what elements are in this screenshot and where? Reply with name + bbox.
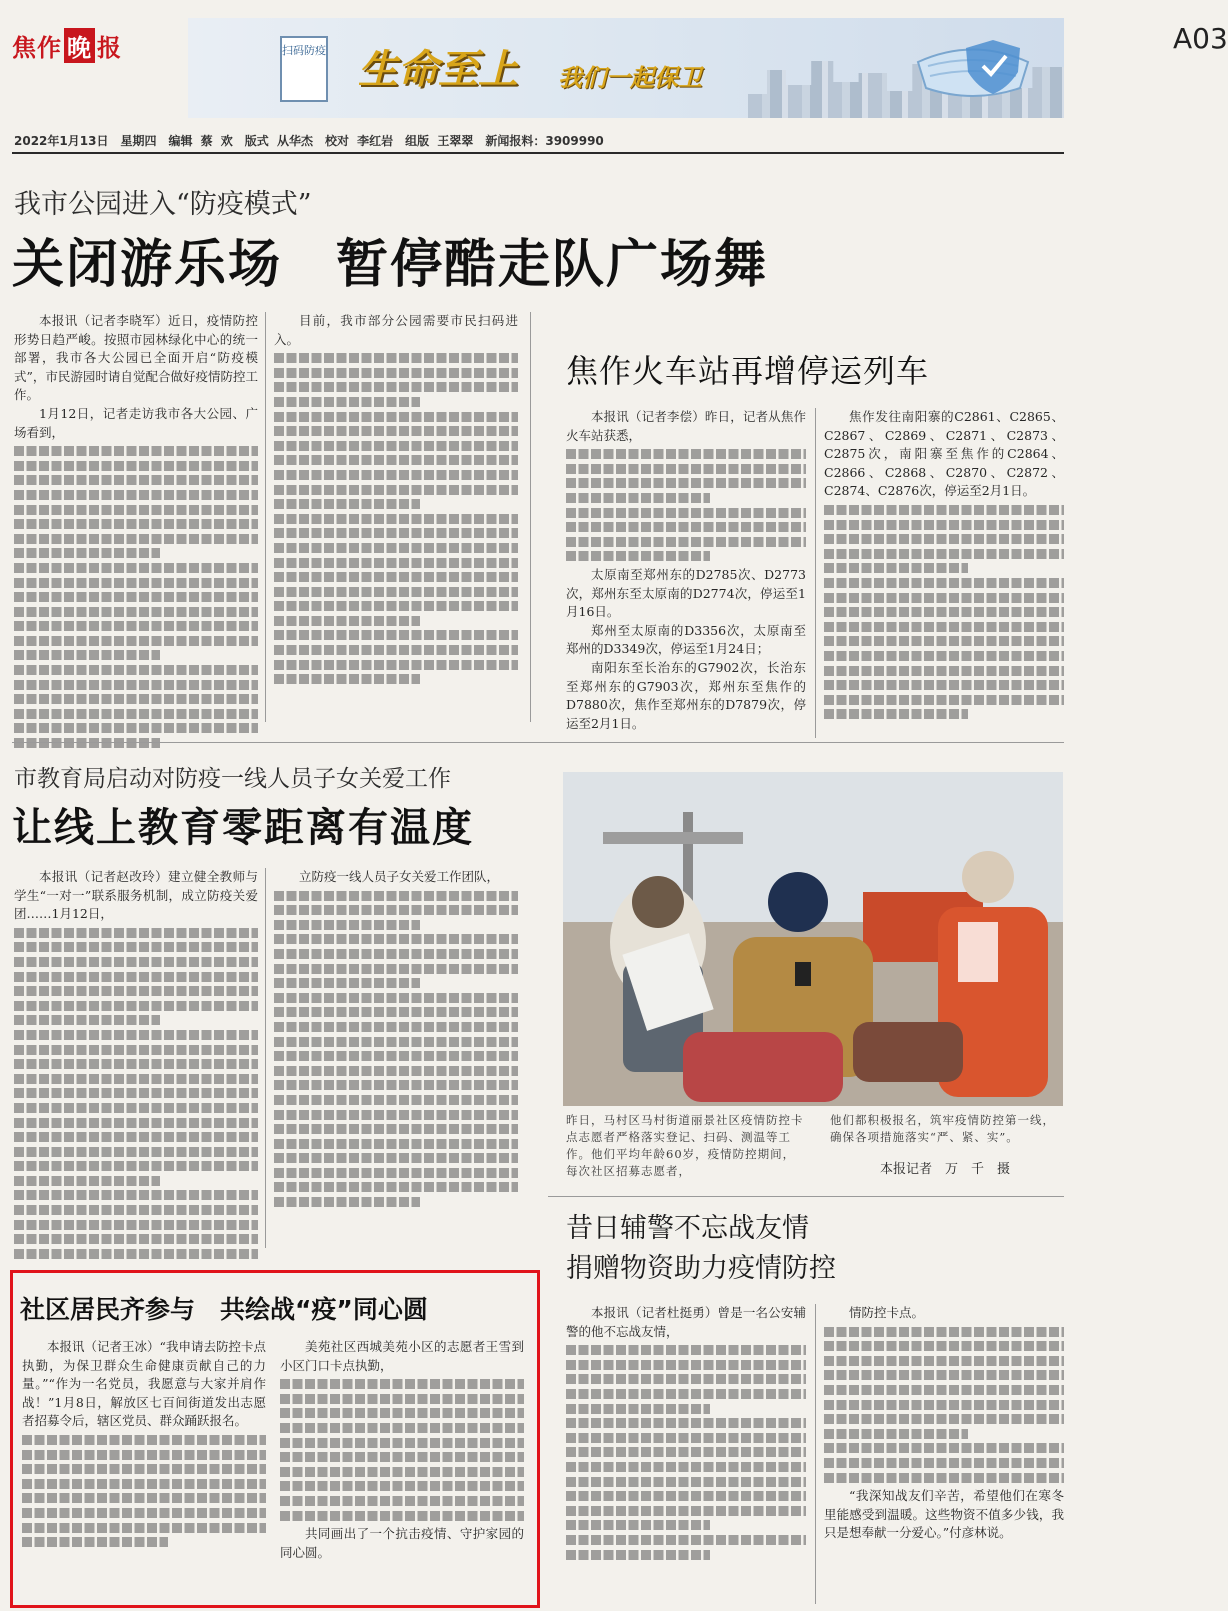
text-line: [22, 1537, 168, 1547]
story2-trains-c: 焦作发往南阳寨的C2861、C2865、C2867、C2869、C2871、C2873、C2875次，南阳寨至焦作的C2864、C2866、C2868、C2870、C2872、C2874、C2876次，停运至2月1日。: [824, 409, 1064, 499]
text-line: [824, 1370, 1064, 1380]
text-line: [274, 1051, 518, 1061]
story3-lead: 本报讯（记者赵改玲）建立健全教师与学生“一对一”联系服务机制，成立防疫关爱团……1月12日，: [14, 869, 258, 922]
text-line: [274, 485, 518, 495]
page-number: A03: [1173, 22, 1228, 55]
text-line: [824, 534, 1064, 544]
text-line: [14, 986, 258, 996]
text-line: [566, 1360, 806, 1370]
text-line: [566, 1520, 710, 1530]
qr-code-label: 扫码防疫: [282, 44, 326, 57]
text-line: [274, 543, 518, 553]
photo-caption-left: 昨日，马村区马村街道丽景社区疫情防控卡点志愿者严格落实登记、扫码、测温等工作。他们平均年龄60岁，疫情防控期间，每次社区招募志愿者，: [566, 1113, 804, 1178]
text-line: [824, 1356, 1064, 1366]
story2-trains-3: 南阳东至长治东的G7902次，长治东至郑州东的G7903次，郑州东至焦作的D7880次，焦作至郑州东的D7879次，停运至2月1日。: [566, 659, 806, 731]
text-line: [14, 1147, 258, 1157]
header-rule: [12, 152, 1064, 154]
text-line: [274, 891, 518, 901]
story5-headline: 社区居民齐参与 共绘战“疫”同心圆: [20, 1295, 428, 1324]
text-line: [274, 382, 518, 392]
text-line: [14, 1103, 258, 1113]
story3-col2-start: 立防疫一线人员子女关爱工作团队，: [299, 869, 500, 884]
text-line: [824, 695, 1064, 705]
text-line: [566, 493, 710, 503]
story5-column-2: [280, 1338, 524, 1562]
text-line: [824, 666, 1064, 676]
story5-col2-start: 美苑社区西城美苑小区的志愿者王雪到小区门口卡点执勤，: [280, 1339, 524, 1373]
logo-text-mid: 晚: [64, 28, 95, 63]
text-line: [274, 1153, 518, 1163]
photo-caption-right: 他们都积极报名，筑牢疫情防控第一线，确保各项措施落实“严、紧、实”。: [830, 1113, 1055, 1144]
logo-text-right: 报: [97, 34, 122, 62]
story4-column-2: [824, 1304, 1064, 1543]
text-line: [566, 1506, 806, 1516]
story3-headline: 让线上教育零距离有温度: [12, 805, 474, 851]
text-line: [566, 1447, 806, 1457]
story2-trains-2: 郑州至太原南的D3356次，太原南至郑州的D3349次，停运至1月24日；: [566, 622, 806, 657]
text-line: [280, 1452, 524, 1462]
text-line: [274, 920, 420, 930]
text-line: [566, 537, 806, 547]
story1-col2-start: 目前，我市部分公园需要市民扫码进入。: [274, 313, 518, 347]
date-line: 2022年1月13日 星期四 编辑 蔡 欢 版式 从华杰 校对 李红岩 组版 王翠翠 新闻报料：3909990: [14, 134, 604, 148]
slogan-sub: 我们一起保卫: [558, 64, 702, 92]
text-line: [824, 563, 968, 573]
text-line: [566, 508, 806, 518]
text-line: [14, 1132, 258, 1142]
column-divider: [265, 868, 266, 1248]
text-line: [274, 616, 420, 626]
text-line: [22, 1523, 266, 1533]
text-line: [274, 1168, 518, 1178]
text-line: [274, 441, 518, 451]
text-line: [14, 709, 258, 719]
face-mask-shield-icon: [908, 32, 1038, 104]
text-line: [824, 622, 1064, 632]
text-line: [14, 1176, 160, 1186]
masthead: [12, 18, 1228, 118]
text-line: [274, 499, 420, 509]
text-line: [14, 665, 258, 675]
text-line: [274, 587, 518, 597]
news-photo: [563, 772, 1063, 1106]
story4-column-1: [566, 1304, 806, 1564]
story1-kicker: 我市公园进入“防疫模式”: [14, 189, 312, 220]
text-line: [14, 1088, 258, 1098]
section-rule: [548, 1196, 1064, 1197]
text-line: [566, 1389, 806, 1399]
column-divider: [530, 312, 531, 722]
text-line: [274, 426, 518, 436]
text-line: [274, 1182, 518, 1192]
story5-lead: 本报讯（记者王冰）“我申请去防控卡点执勤，为保卫群众生命健康贡献自己的力量。”“作为一名党员，我愿意与大家并肩作战！”1月8日，解放区七百间街道发出志愿者招募令后，辖区党员、群众踊跃报名。: [22, 1339, 266, 1429]
text-line: [566, 1345, 806, 1355]
text-line: [14, 578, 258, 588]
text-line: [14, 1045, 258, 1055]
slogan-main: 生命至上: [358, 47, 518, 93]
text-line: [274, 1080, 518, 1090]
text-line: [566, 1374, 806, 1384]
story3-column-1: [14, 868, 258, 1263]
text-line: [274, 1066, 518, 1076]
text-line: [14, 1015, 160, 1025]
text-line: [14, 1059, 258, 1069]
text-line: [274, 964, 518, 974]
story2-trains-1: 太原南至郑州东的D2785次、D2773次，郑州东至太原南的D2774次，停运至1月16日。: [566, 566, 806, 620]
text-line: [14, 446, 258, 456]
text-line: [566, 1404, 710, 1414]
newspaper-logo: [12, 28, 122, 63]
text-line: [274, 558, 518, 568]
text-line: [280, 1423, 524, 1433]
story1-lead: 本报讯（记者李晓军）近日，疫情防控形势日趋严峻。按照市园林绿化中心的统一部署，我市各大公园已全面开启“防疫模式”，市民游园时请自觉配合做好疫情防控工作。: [14, 313, 258, 403]
text-line: [566, 1462, 806, 1472]
text-line: [274, 934, 518, 944]
column-divider: [815, 1304, 816, 1604]
text-line: [824, 520, 1064, 530]
text-line: [14, 1220, 258, 1230]
text-line: [280, 1511, 524, 1521]
text-line: [22, 1479, 266, 1489]
text-line: [14, 519, 258, 529]
text-line: [274, 1007, 518, 1017]
text-line: [22, 1508, 266, 1518]
text-line: [280, 1438, 524, 1448]
text-line: [14, 1030, 258, 1040]
text-line: [14, 1205, 258, 1215]
text-line: [566, 449, 806, 459]
text-line: [566, 1491, 806, 1501]
text-line: [14, 490, 258, 500]
text-line: [274, 412, 518, 422]
text-line: [824, 709, 968, 719]
text-line: [274, 1110, 518, 1120]
text-line: [14, 957, 258, 967]
text-line: [566, 1433, 806, 1443]
text-line: [566, 1550, 710, 1560]
text-line: [824, 680, 1064, 690]
text-line: [274, 630, 518, 640]
text-line: [14, 1161, 258, 1171]
text-line: [14, 636, 258, 646]
text-line: [14, 1249, 258, 1259]
text-line: [824, 1429, 968, 1439]
text-line: [274, 645, 518, 655]
text-line: [566, 1535, 806, 1545]
story2-column-2: [824, 408, 1064, 724]
text-line: [274, 455, 518, 465]
text-line: [274, 1139, 518, 1149]
text-line: [274, 1095, 518, 1105]
text-line: [14, 680, 258, 690]
text-line: [14, 928, 258, 938]
story3-kicker: 市教育局启动对防疫一线人员子女关爱工作: [14, 766, 451, 792]
photo-credit: 本报记者 万 千 摄: [880, 1162, 1011, 1177]
text-line: [14, 592, 258, 602]
text-line: [274, 978, 420, 988]
text-line: [274, 397, 420, 407]
text-line: [824, 549, 1064, 559]
text-line: [22, 1464, 266, 1474]
text-line: [824, 593, 1064, 603]
text-line: [14, 505, 258, 515]
text-line: [274, 368, 518, 378]
text-line: [14, 607, 258, 617]
text-line: [824, 1327, 1064, 1337]
text-line: [14, 694, 258, 704]
text-line: [824, 607, 1064, 617]
text-line: [274, 905, 518, 915]
story4-headline-line1: 昔日辅警不忘战友情: [566, 1213, 809, 1244]
story1-column-1: [14, 312, 258, 753]
slogan-banner: [188, 18, 1228, 118]
text-line: [566, 464, 806, 474]
text-line: [280, 1496, 524, 1506]
text-line: [274, 528, 518, 538]
text-line: [824, 651, 1064, 661]
story4-col2-end: “我深知战友们辛苦，希望他们在寒冬里能感受到温暖。这些物资不值多少钱，我只是想奉献一分爱心。”付彦林说。: [824, 1488, 1064, 1541]
text-line: [14, 738, 160, 748]
volunteers-photo-illustration: [563, 772, 1063, 1106]
text-line: [274, 660, 518, 670]
story4-col2-start: 情防控卡点。: [849, 1305, 925, 1320]
text-line: [14, 1234, 258, 1244]
story5-col2-end: 共同画出了一个抗击疫情、守护家园的同心圆。: [280, 1526, 524, 1560]
text-line: [14, 621, 258, 631]
story1-para2: 1月12日，记者走访我市各大公园、广场看到，: [14, 405, 258, 440]
text-line: [274, 1022, 518, 1032]
text-line: [824, 1385, 1064, 1395]
text-line: [274, 949, 518, 959]
column-divider: [265, 312, 266, 722]
story4-lead: 本报讯（记者杜挺勇）曾是一名公安辅警的他不忘战友情，: [566, 1305, 806, 1339]
story1-headline: 关闭游乐场 暂停酷走队广场舞: [12, 235, 769, 295]
text-line: [824, 505, 1064, 515]
text-line: [14, 475, 258, 485]
story2-headline: 焦作火车站再增停运列车: [566, 352, 930, 390]
text-line: [14, 548, 160, 558]
story4-headline-line2: 捐赠物资助力疫情防控: [566, 1253, 836, 1284]
text-line: [280, 1394, 524, 1404]
text-line: [824, 578, 1064, 588]
qr-code-icon: [280, 36, 328, 102]
text-line: [824, 1458, 1064, 1468]
text-line: [22, 1493, 266, 1503]
text-line: [14, 942, 258, 952]
text-line: [274, 572, 518, 582]
text-line: [280, 1481, 524, 1491]
text-line: [824, 636, 1064, 646]
text-line: [274, 1124, 518, 1134]
story3-column-2: [274, 868, 518, 1212]
text-line: [280, 1408, 524, 1418]
text-line: [566, 551, 710, 561]
text-line: [274, 353, 518, 363]
text-line: [274, 470, 518, 480]
logo-text-left: 焦作: [12, 34, 62, 62]
text-line: [22, 1435, 266, 1445]
text-line: [824, 1414, 1064, 1424]
text-line: [566, 1418, 806, 1428]
column-divider: [815, 408, 816, 738]
text-line: [824, 1341, 1064, 1351]
story1-column-2: [274, 312, 518, 689]
text-line: [566, 522, 806, 532]
text-line: [14, 1118, 258, 1128]
text-line: [14, 461, 258, 471]
text-line: [274, 674, 420, 684]
text-line: [14, 1190, 258, 1200]
text-line: [566, 1477, 806, 1487]
text-line: [14, 1074, 258, 1084]
text-line: [280, 1379, 524, 1389]
text-line: [14, 972, 258, 982]
story5-column-1: [22, 1338, 266, 1552]
text-line: [22, 1450, 266, 1460]
story2-lead: 本报讯（记者李偿）昨日，记者从焦作火车站获悉，: [566, 409, 806, 443]
text-line: [280, 1467, 524, 1477]
text-line: [14, 563, 258, 573]
text-line: [566, 478, 806, 488]
text-line: [274, 1197, 420, 1207]
text-line: [14, 1001, 258, 1011]
text-line: [274, 601, 518, 611]
text-line: [824, 1443, 1064, 1453]
text-line: [14, 723, 258, 733]
text-line: [274, 993, 518, 1003]
text-line: [824, 1400, 1064, 1410]
text-line: [14, 534, 258, 544]
text-line: [274, 1037, 518, 1047]
text-line: [824, 1473, 1064, 1483]
section-rule: [12, 742, 1064, 743]
text-line: [274, 514, 518, 524]
text-line: [14, 650, 160, 660]
story2-column-1: [566, 408, 806, 733]
